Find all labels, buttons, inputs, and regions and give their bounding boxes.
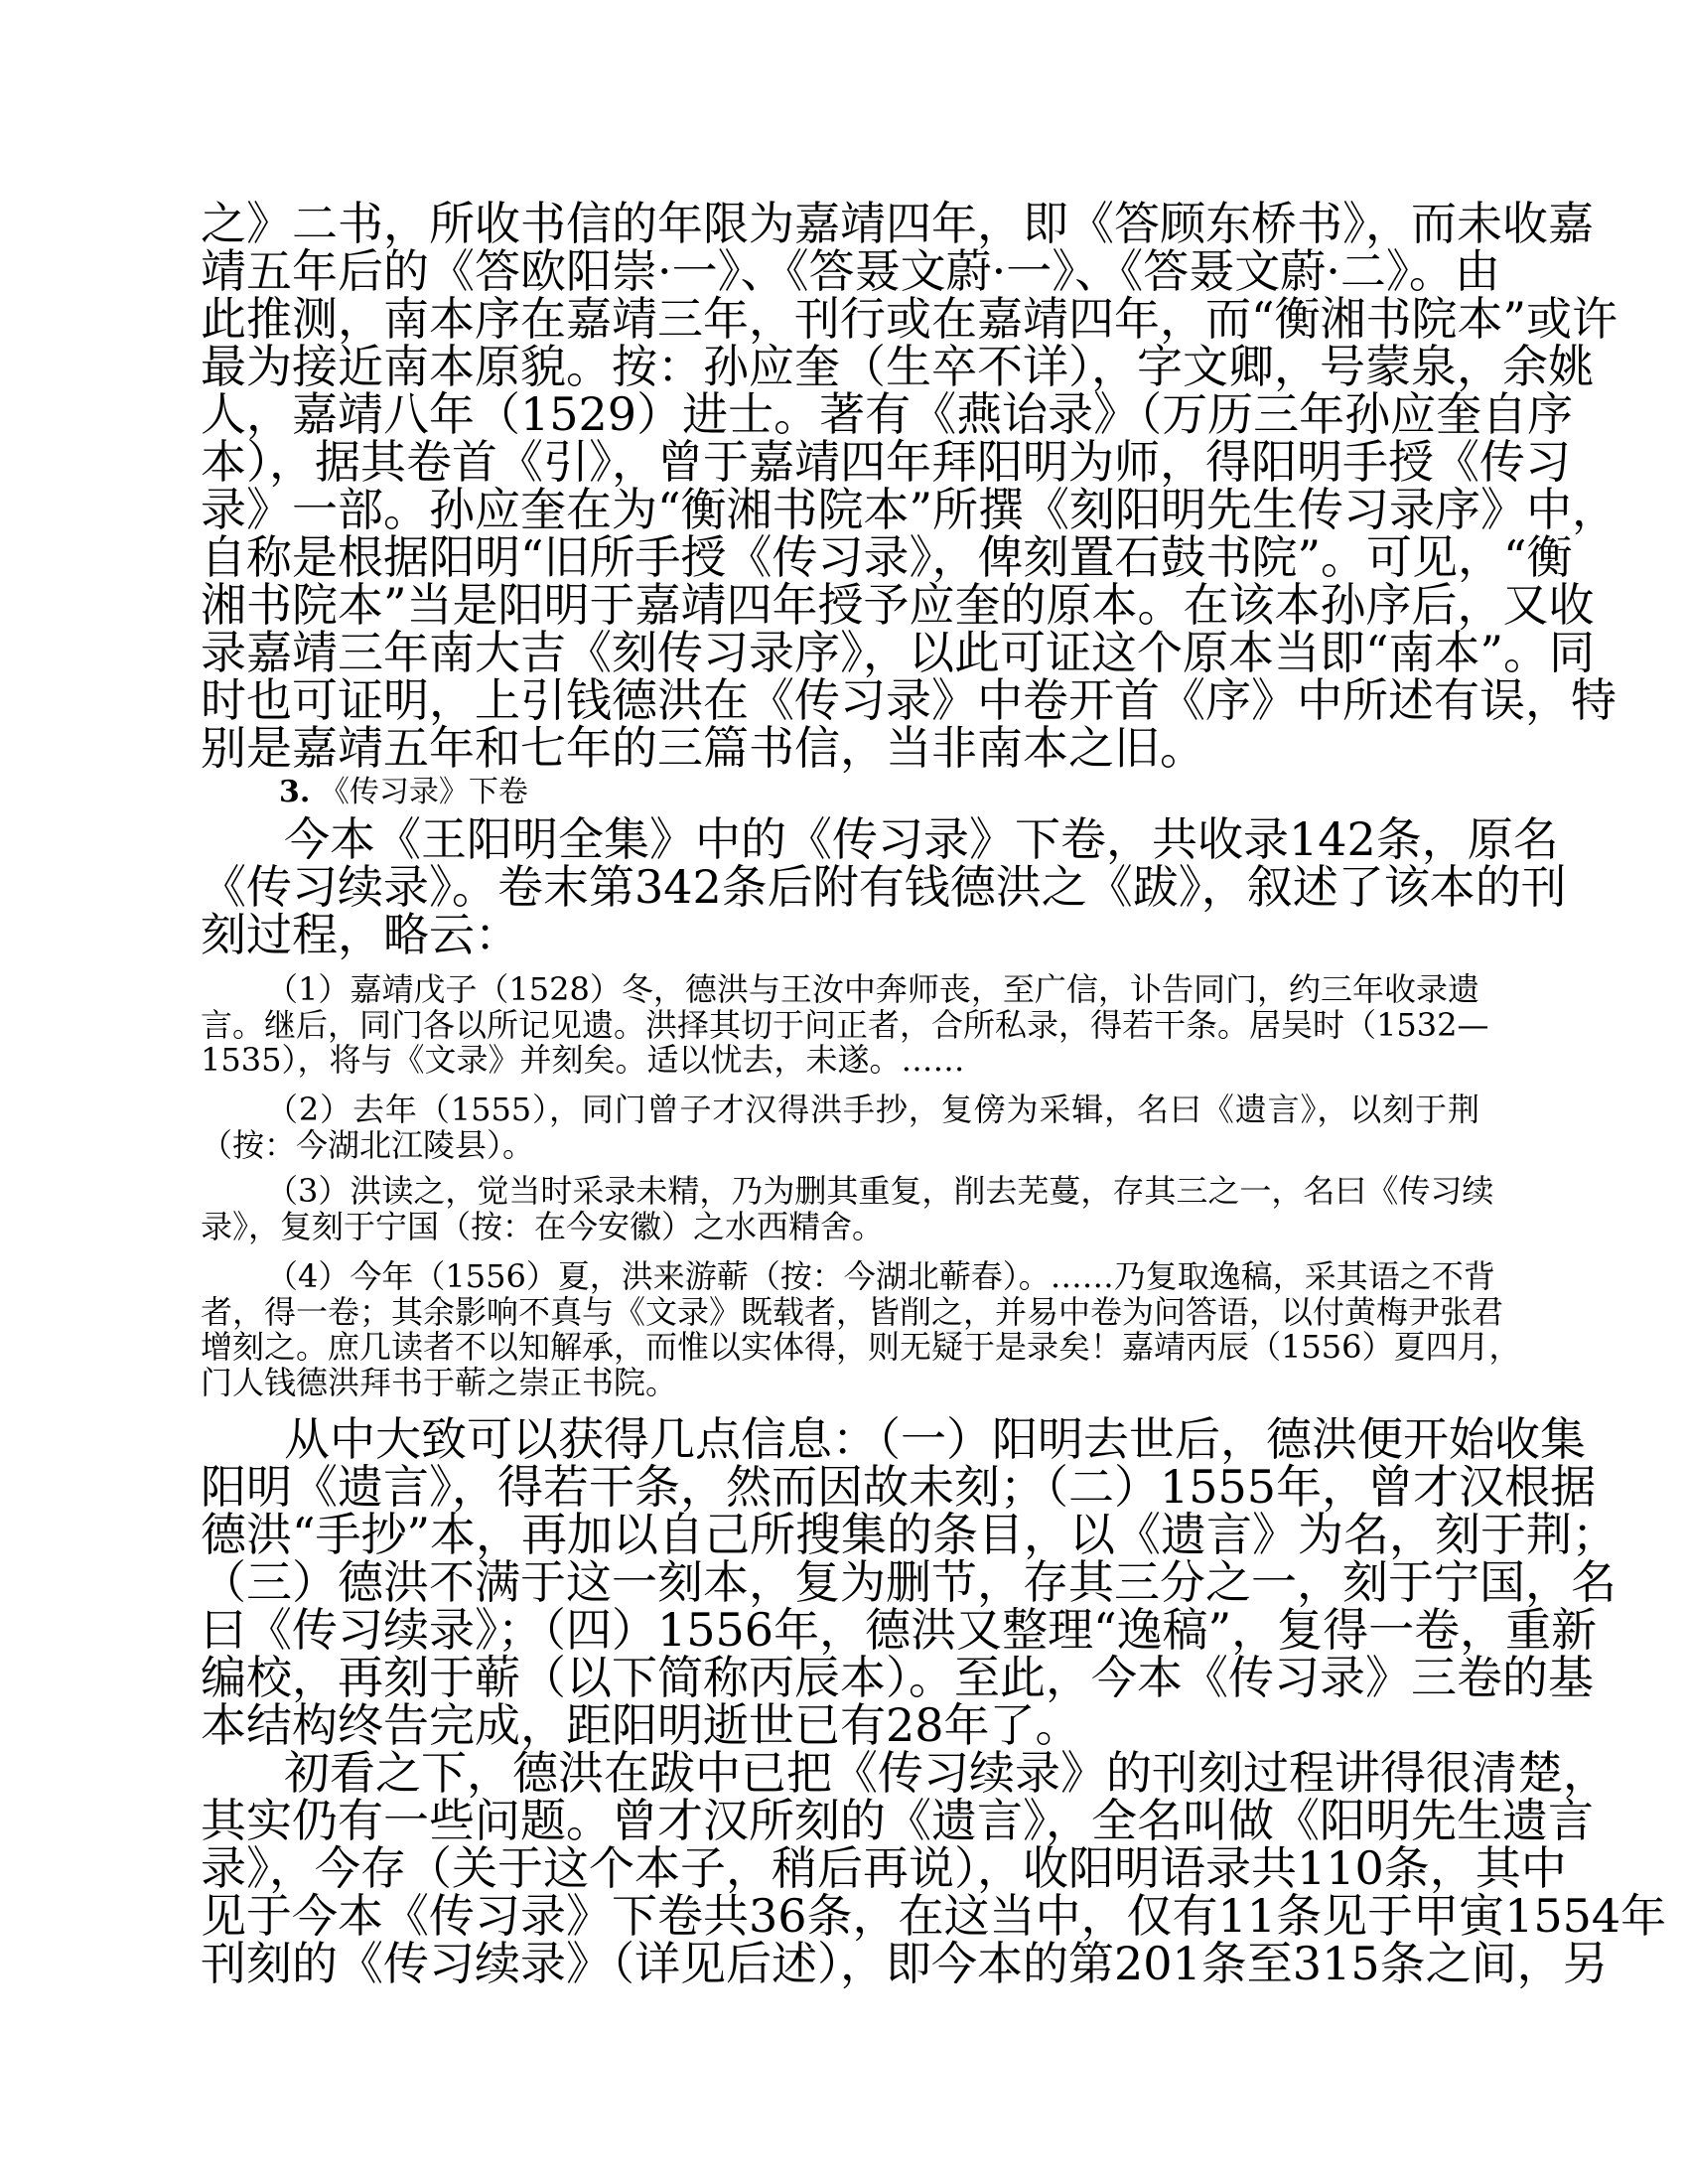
text-line: 最为接近南本原貌。按：孙应奎（生卒不详），字文卿，号蒙泉，余姚 bbox=[201, 340, 1594, 393]
text-line: 其实仍有一些问题。曾才汉所刻的《遗言》，全名叫做《阳明先生遗言 bbox=[201, 1794, 1594, 1847]
text-line: 今本《王阳明全集》中的《传习录》下卷，共收录142条，原名 bbox=[284, 812, 1559, 866]
text-line: 言。继后，同门各以所记见遗。洪择其切于问正者，合所私录，得若干条。居吴时（1532— bbox=[201, 1005, 1489, 1044]
section-number: 3. bbox=[279, 775, 311, 809]
text-line: 时也可证明，上引钱德洪在《传习录》中卷开首《序》中所述有误，特 bbox=[201, 673, 1617, 727]
text-line: 录》一部。孙应奎在为“衡湘书院本”所撰《刻阳明先生传习录序》中， bbox=[201, 483, 1618, 536]
paragraph-3 bbox=[201, 1412, 1618, 1752]
text-line: 从中大致可以获得几点信息：（一）阳明去世后，德洪便开始收集 bbox=[284, 1412, 1586, 1466]
text-line: （2）去年（1555），同门曾子才汉得洪手抄，复傍为采辑，名曰《遗言》，以刻于荆 bbox=[266, 1091, 1479, 1128]
quote-1 bbox=[201, 970, 1489, 1079]
text-line: 此推测，南本序在嘉靖三年，刊行或在嘉靖四年，而“衡湘书院本”或许 bbox=[201, 292, 1618, 346]
quote-2 bbox=[201, 1092, 1479, 1163]
text-line: 录嘉靖三年南大吉《刻传习录序》，以此可证这个原本当即“南本”。同 bbox=[201, 626, 1596, 679]
paragraph-4 bbox=[201, 1746, 1667, 1990]
quote-3 bbox=[201, 1172, 1494, 1245]
section-heading bbox=[279, 775, 528, 810]
text-line: 之》二书，所收书信的年限为嘉靖四年，即《答顾东桥书》，而未收嘉 bbox=[201, 197, 1594, 250]
text-line: （4）今年（1556）夏，洪来游蕲（按：今湖北蕲春）。……乃复取逸稿，采其语之不背 bbox=[266, 1257, 1495, 1295]
text-line: 《传习续录》。卷末第342条后附有钱德洪之《跋》，叙述了该本的刊 bbox=[201, 860, 1567, 914]
text-line: 本），据其卷首《引》，曾于嘉靖四年拜阳明为师，得阳明手授《传习 bbox=[201, 435, 1571, 489]
text-line: 刊刻的《传习续录》（详见后述），即今本的第201条至315条之间，另 bbox=[201, 1937, 1609, 1990]
section-title: 《传习录》下卷 bbox=[319, 775, 528, 809]
text-line: 初看之下，德洪在跋中已把《传习续录》的刊刻过程讲得很清楚， bbox=[284, 1746, 1609, 1800]
text-line: 人，嘉靖八年（1529）进士。著有《燕诒录》（万历三年孙应奎自序 bbox=[201, 387, 1574, 441]
text-line: 者，得一卷；其余影响不真与《文录》既载者，皆削之，并易中卷为问答语，以付黄梅尹张君 bbox=[201, 1292, 1504, 1331]
text-line: 阳明《遗言》，得若干条，然而因故未刻；（二）1555年，曾才汉根据 bbox=[201, 1460, 1597, 1514]
text-line: 1535），将与《文录》并刻矣。适以忧去，未遂。…… bbox=[201, 1041, 965, 1079]
text-line: 门人钱德洪拜书于蕲之崇正书院。 bbox=[201, 1363, 678, 1401]
text-line: 德洪“手抄”本，再加以自己所搜集的条目，以《遗言》为名，刻于荆； bbox=[201, 1508, 1618, 1561]
text-line: 录》，今存（关于这个本子，稍后再说），收阳明语录共110条，其中 bbox=[201, 1841, 1567, 1895]
text-line: 增刻之。庶几读者不以知解承，而惟以实体得，则无疑于是录矣！嘉靖丙辰（1556）夏四月， bbox=[201, 1328, 1521, 1366]
text-line: （按：今湖北江陵县）。 bbox=[201, 1125, 535, 1164]
text-line: 自称是根据阳明“旧所手授《传习录》，俾刻置石鼓书院”。可见，“衡 bbox=[201, 530, 1573, 584]
text-line: （三）德洪不满于这一刻本，复为删节，存其三分之一，刻于宁国，名 bbox=[201, 1555, 1617, 1609]
text-line: 编校，再刻于蕲（以下简称丙辰本）。至此，今本《传习录》三卷的基 bbox=[201, 1651, 1594, 1704]
text-line: 本结构终告完成，距阳明逝世已有28年了。 bbox=[201, 1698, 1081, 1752]
paragraph-1 bbox=[201, 197, 1618, 775]
text-line: 见于今本《传习录》下卷共36条，在这当中，仅有11条见于甲寅1554年 bbox=[201, 1889, 1667, 1943]
text-line: 靖五年后的《答欧阳崇·一》、《答聂文蔚·一》、《答聂文蔚·二》。由 bbox=[201, 244, 1500, 298]
text-line: 录》，复刻于宁国（按：在今安徽）之水西精舍。 bbox=[201, 1207, 885, 1245]
text-line: 别是嘉靖五年和七年的三篇书信，当非南本之旧。 bbox=[201, 721, 1205, 775]
text-line: （3）洪读之，觉当时采录未精，乃为删其重复，削去芜蔓，存其三之一，名曰《传习续 bbox=[266, 1172, 1494, 1210]
text-line: 刻过程，略云： bbox=[201, 908, 520, 961]
text-line: 曰《传习续录》；（四）1556年，德洪又整理“逸稿”，复得一卷，重新 bbox=[201, 1603, 1598, 1657]
text-line: （1）嘉靖戊子（1528）冬，德洪与王汝中奔师丧，至广信，讣告同门，约三年收录遗 bbox=[266, 970, 1479, 1008]
text-line: 湘书院本”当是阳明于嘉靖四年授予应奎的原本。在该本孙序后，又收 bbox=[201, 578, 1595, 632]
quote-4 bbox=[201, 1257, 1521, 1401]
paragraph-2 bbox=[201, 812, 1567, 961]
